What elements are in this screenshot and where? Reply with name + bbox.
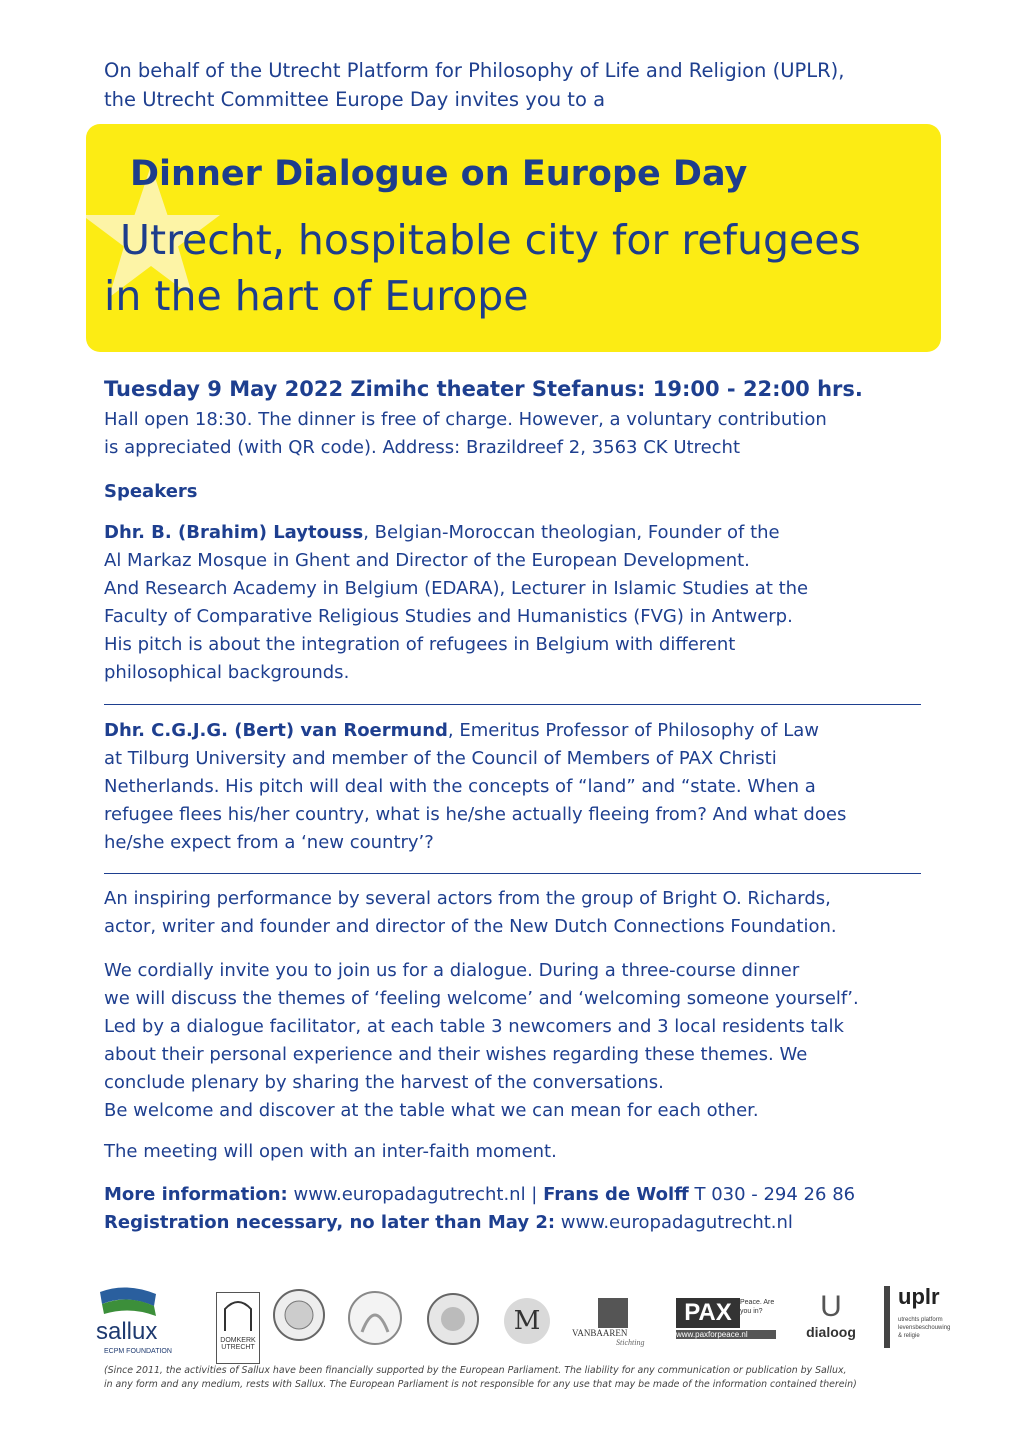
domkerk-line: UTRECHT: [221, 1344, 255, 1351]
event-date: Tuesday 9 May 2022 Zimihc theater Stefanus: 19:00 - 22:00 hrs.: [104, 377, 863, 401]
emblem-icon: [346, 1288, 404, 1348]
details-line: Hall open 18:30. The dinner is free of charge. However, a voluntary contribution: [104, 409, 827, 430]
details-line: is appreciated (with QR code). Address: Brazildreef 2, 3563 CK Utrecht: [104, 437, 741, 458]
divider: [104, 873, 921, 874]
vanbaaren-mark-icon: [598, 1298, 628, 1328]
subtitle-line: Utrecht, hospitable city for refugees: [120, 216, 861, 264]
registration: [104, 1209, 934, 1237]
pax-url: www.paxforpeace.nl: [676, 1330, 776, 1339]
intro-text: [104, 56, 964, 114]
registration-label: Registration necessary, no later than May 2:: [104, 1212, 556, 1233]
uplr-sub-line: levensbeschouwing: [898, 1325, 951, 1331]
vanbaaren-sub: Stichting: [616, 1338, 645, 1347]
uplr-subtitle: [898, 1316, 950, 1340]
sallux-wave-icon: [96, 1282, 176, 1322]
m-logo: M: [504, 1298, 550, 1344]
intro-line: On behalf of the Utrecht Platform for Philosophy of Life and Religion (UPLR),: [104, 59, 845, 82]
speaker-bio: Faculty of Comparative Religious Studies and Humanistics (FVG) in Antwerp.: [104, 606, 793, 627]
sallux-logo: [96, 1282, 176, 1360]
uplr-sub-line: utrechts platform: [898, 1317, 943, 1323]
speaker-name: Dhr. B. (Brahim) Laytouss: [104, 522, 364, 543]
speaker-name: Dhr. C.G.J.G. (Bert) van Roermund: [104, 720, 448, 741]
footnote-line: in any form and any medium, rests with Sallux. The European Parliament is not responsible for any use that may be made of the information contained therein): [104, 1379, 857, 1390]
event-subtitle: [104, 212, 934, 324]
uplr-sub-line: & religie: [898, 1333, 920, 1339]
invitation-line: about their personal experience and their wishes regarding these themes. We: [104, 1044, 808, 1065]
subtitle-line: in the hart of Europe: [104, 272, 529, 320]
vanbaaren-logo: [572, 1298, 658, 1347]
interfaith-text: The meeting will open with an inter-faith moment.: [104, 1141, 557, 1162]
seal-icon: [426, 1292, 480, 1346]
pax-wordmark: PAX: [676, 1298, 740, 1328]
speaker-bio: And Research Academy in Belgium (EDARA), Lecturer in Islamic Studies at the: [104, 578, 809, 599]
contact-person: Frans de Wolff: [543, 1184, 689, 1205]
speaker-bio: Al Markaz Mosque in Ghent and Director of the European Development.: [104, 550, 750, 571]
speaker-block: [104, 717, 934, 857]
speaker-bio: , Emeritus Professor of Philosophy of Law: [447, 720, 819, 741]
vanbaaren-wordmark: VANBAAREN: [572, 1328, 628, 1338]
uplr-wordmark: uplr: [898, 1284, 940, 1309]
domkerk-logo: [216, 1292, 260, 1364]
more-info-label: More information:: [104, 1184, 288, 1205]
speaker-bio: Netherlands. His pitch will deal with the concepts of “land” and “state. When a: [104, 776, 816, 797]
speaker-bio: at Tilburg University and member of the Council of Members of PAX Christi: [104, 748, 777, 769]
pax-tagline: Peace. Are you in?: [740, 1299, 775, 1315]
website-link[interactable]: www.europadagutrecht.nl |: [287, 1184, 544, 1205]
dialoog-mark-icon: U: [820, 1290, 842, 1323]
invitation-line: Led by a dialogue facilitator, at each table 3 newcomers and 3 local residents talk: [104, 1016, 844, 1037]
speaker-bio: refugee flees his/her country, what is he/she actually fleeing from? And what does: [104, 804, 847, 825]
speaker-bio: philosophical backgrounds.: [104, 662, 350, 683]
uplr-bar-icon: [884, 1286, 890, 1348]
sallux-subtitle: ECPM FOUNDATION: [104, 1348, 172, 1355]
intro-line: the Utrecht Committee Europe Day invites you to a: [104, 88, 606, 111]
event-details: [104, 406, 934, 462]
invitation-line: Be welcome and discover at the table what we can mean for each other.: [104, 1100, 759, 1121]
performance-line: An inspiring performance by several actors from the group of Bright O. Richards,: [104, 888, 831, 909]
divider: [104, 704, 921, 705]
event-title: Dinner Dialogue on Europe Day: [130, 154, 748, 194]
domkerk-line: DOMKERK: [220, 1337, 256, 1344]
contact-phone: T 030 - 294 26 86: [688, 1184, 856, 1205]
sallux-wordmark: sallux: [96, 1318, 158, 1345]
speaker-bio: , Belgian-Moroccan theologian, Founder of the: [363, 522, 780, 543]
registration-link[interactable]: www.europadagutrecht.nl: [555, 1212, 793, 1233]
speaker-block: [104, 519, 934, 687]
performance-text: [104, 885, 934, 941]
performance-line: actor, writer and founder and director of the New Dutch Connections Foundation.: [104, 916, 837, 937]
invitation-line: we will discuss the themes of ‘feeling welcome’ and ‘welcoming someone yourself’.: [104, 988, 859, 1009]
footnote: [104, 1364, 934, 1392]
footnote-line: (Since 2011, the activities of Sallux have been financially supported by the European Parliament. The liability for any communication or publication by Sallux,: [104, 1365, 847, 1376]
seal-icon: [272, 1288, 326, 1342]
more-info: [104, 1181, 934, 1209]
dialoog-wordmark: dialoog: [806, 1324, 856, 1340]
invitation-text: [104, 957, 934, 1125]
pax-logo: [676, 1298, 776, 1344]
speaker-bio: His pitch is about the integration of refugees in Belgium with different: [104, 634, 736, 655]
title-banner: [86, 124, 941, 352]
church-arch-icon: [217, 1293, 259, 1333]
partner-logos: [96, 1282, 976, 1362]
speaker-bio: he/she expect from a ‘new country’?: [104, 832, 434, 853]
invitation-line: conclude plenary by sharing the harvest of the conversations.: [104, 1072, 664, 1093]
speakers-heading: Speakers: [104, 481, 198, 502]
invitation-line: We cordially invite you to join us for a dialogue. During a three-course dinner: [104, 960, 800, 981]
dialoog-logo: [796, 1290, 866, 1340]
